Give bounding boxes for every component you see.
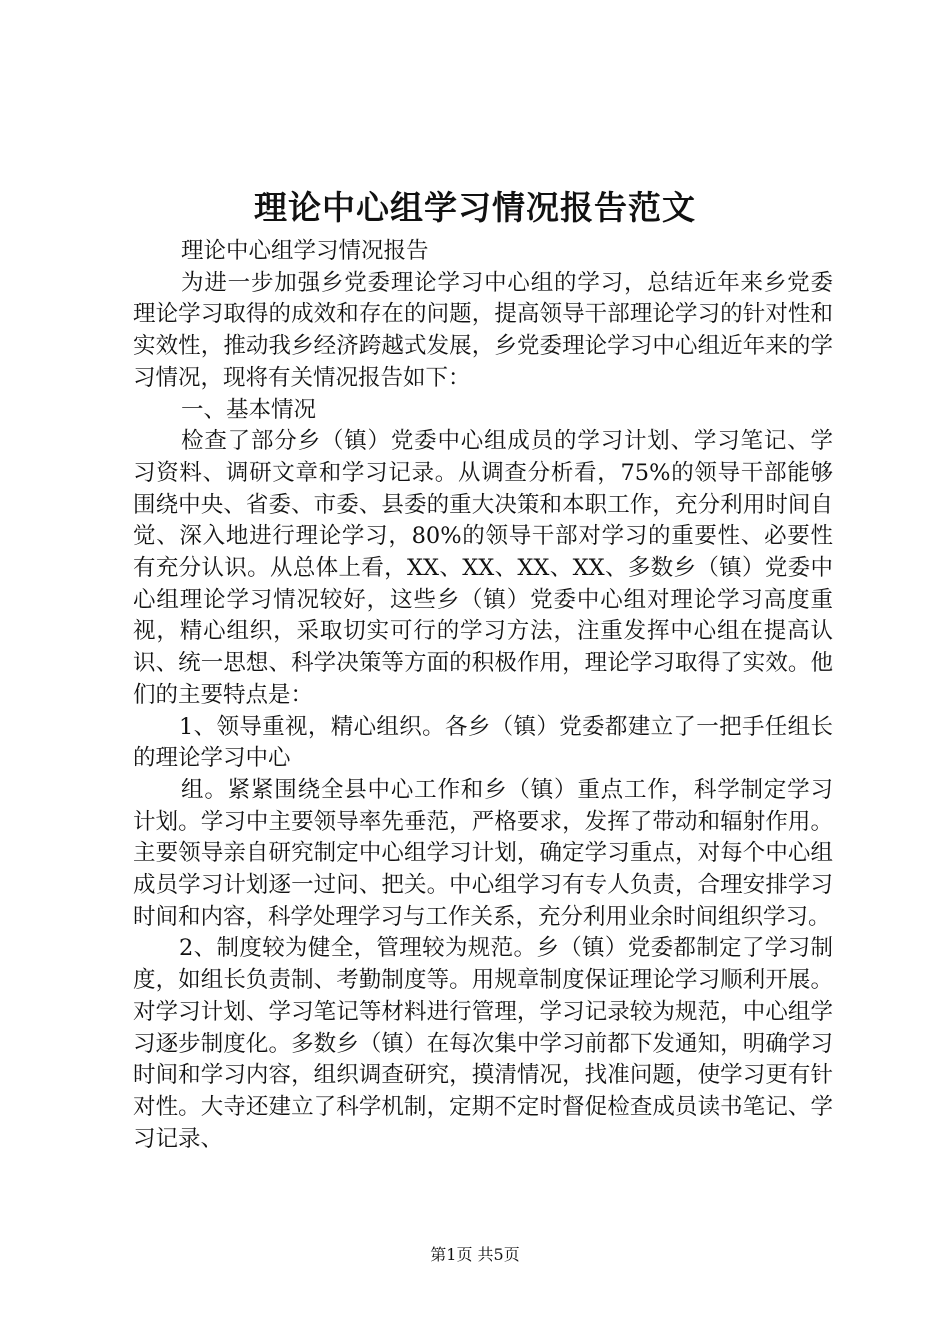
point-one-paragraph: 1、领导重视，精心组织。各乡（镇）党委都建立了一把手任组长的理论学习中心 — [133, 713, 833, 772]
document-body — [133, 236, 833, 1155]
section-heading: 一、基本情况 — [181, 396, 317, 423]
basic-situation-paragraph: 检查了部分乡（镇）党委中心组成员的学习计划、学习笔记、学习资料、调研文章和学习记录。从调查分析看，75%的领导干部能够围绕中央、省委、市委、县委的重大决策和本职工作，充分利用时间自觉、深入地进行理论学习，80%的领导干部对学习的重要性、必要性有充分认识。从总体上看，XX、XX、XX、XX、多数乡（镇）党委中心组理论学习情况较好，这些乡（镇）党委中心组对理论学习高度重视，精心组织，采取切实可行的学习方法，注重发挥中心组在提高认识、统一思想、科学决策等方面的积极作用，理论学习取得了实效。他们的主要特点是： — [133, 428, 833, 708]
report-subtitle: 理论中心组学习情况报告 — [181, 238, 429, 264]
page-number: 第1页 共5页 — [430, 1245, 520, 1264]
point-one-continuation: 组。紧紧围绕全县中心工作和乡（镇）重点工作，科学制定学习计划。学习中主要领导率先垂范，严格要求，发挥了带动和辐射作用。主要领导亲自研究制定中心组学习计划，确定学习重点，对每个中心组成员学习计划逐一过问、把关。中心组学习有专人负责，合理安排学习时间和内容，科学处理学习与工作关系，充分利用业余时间组织学习。 — [133, 776, 833, 930]
document-title: 理论中心组学习情况报告范文 — [254, 188, 696, 227]
point-two-paragraph: 2、制度较为健全，管理较为规范。乡（镇）党委都制定了学习制度，如组长负责制、考勤制度等。用规章制度保证理论学习顺利开展。对学习计划、学习笔记等材料进行管理，学习记录较为规范，中心组学习逐步制度化。多数乡（镇）在每次集中学习前都下发通知，明确学习时间和学习内容，组织调查研究，摸清情况，找准问题，使学习更有针对性。大寺还建立了科学机制，定期不定时督促检查成员读书笔记、学习记录、 — [133, 935, 833, 1152]
intro-paragraph: 为进一步加强乡党委理论学习中心组的学习，总结近年来乡党委理论学习取得的成效和存在的问题，提高领导干部理论学习的针对性和实效性，推动我乡经济跨越式发展，乡党委理论学习中心组近年来的学习情况，现将有关情况报告如下： — [133, 269, 833, 391]
